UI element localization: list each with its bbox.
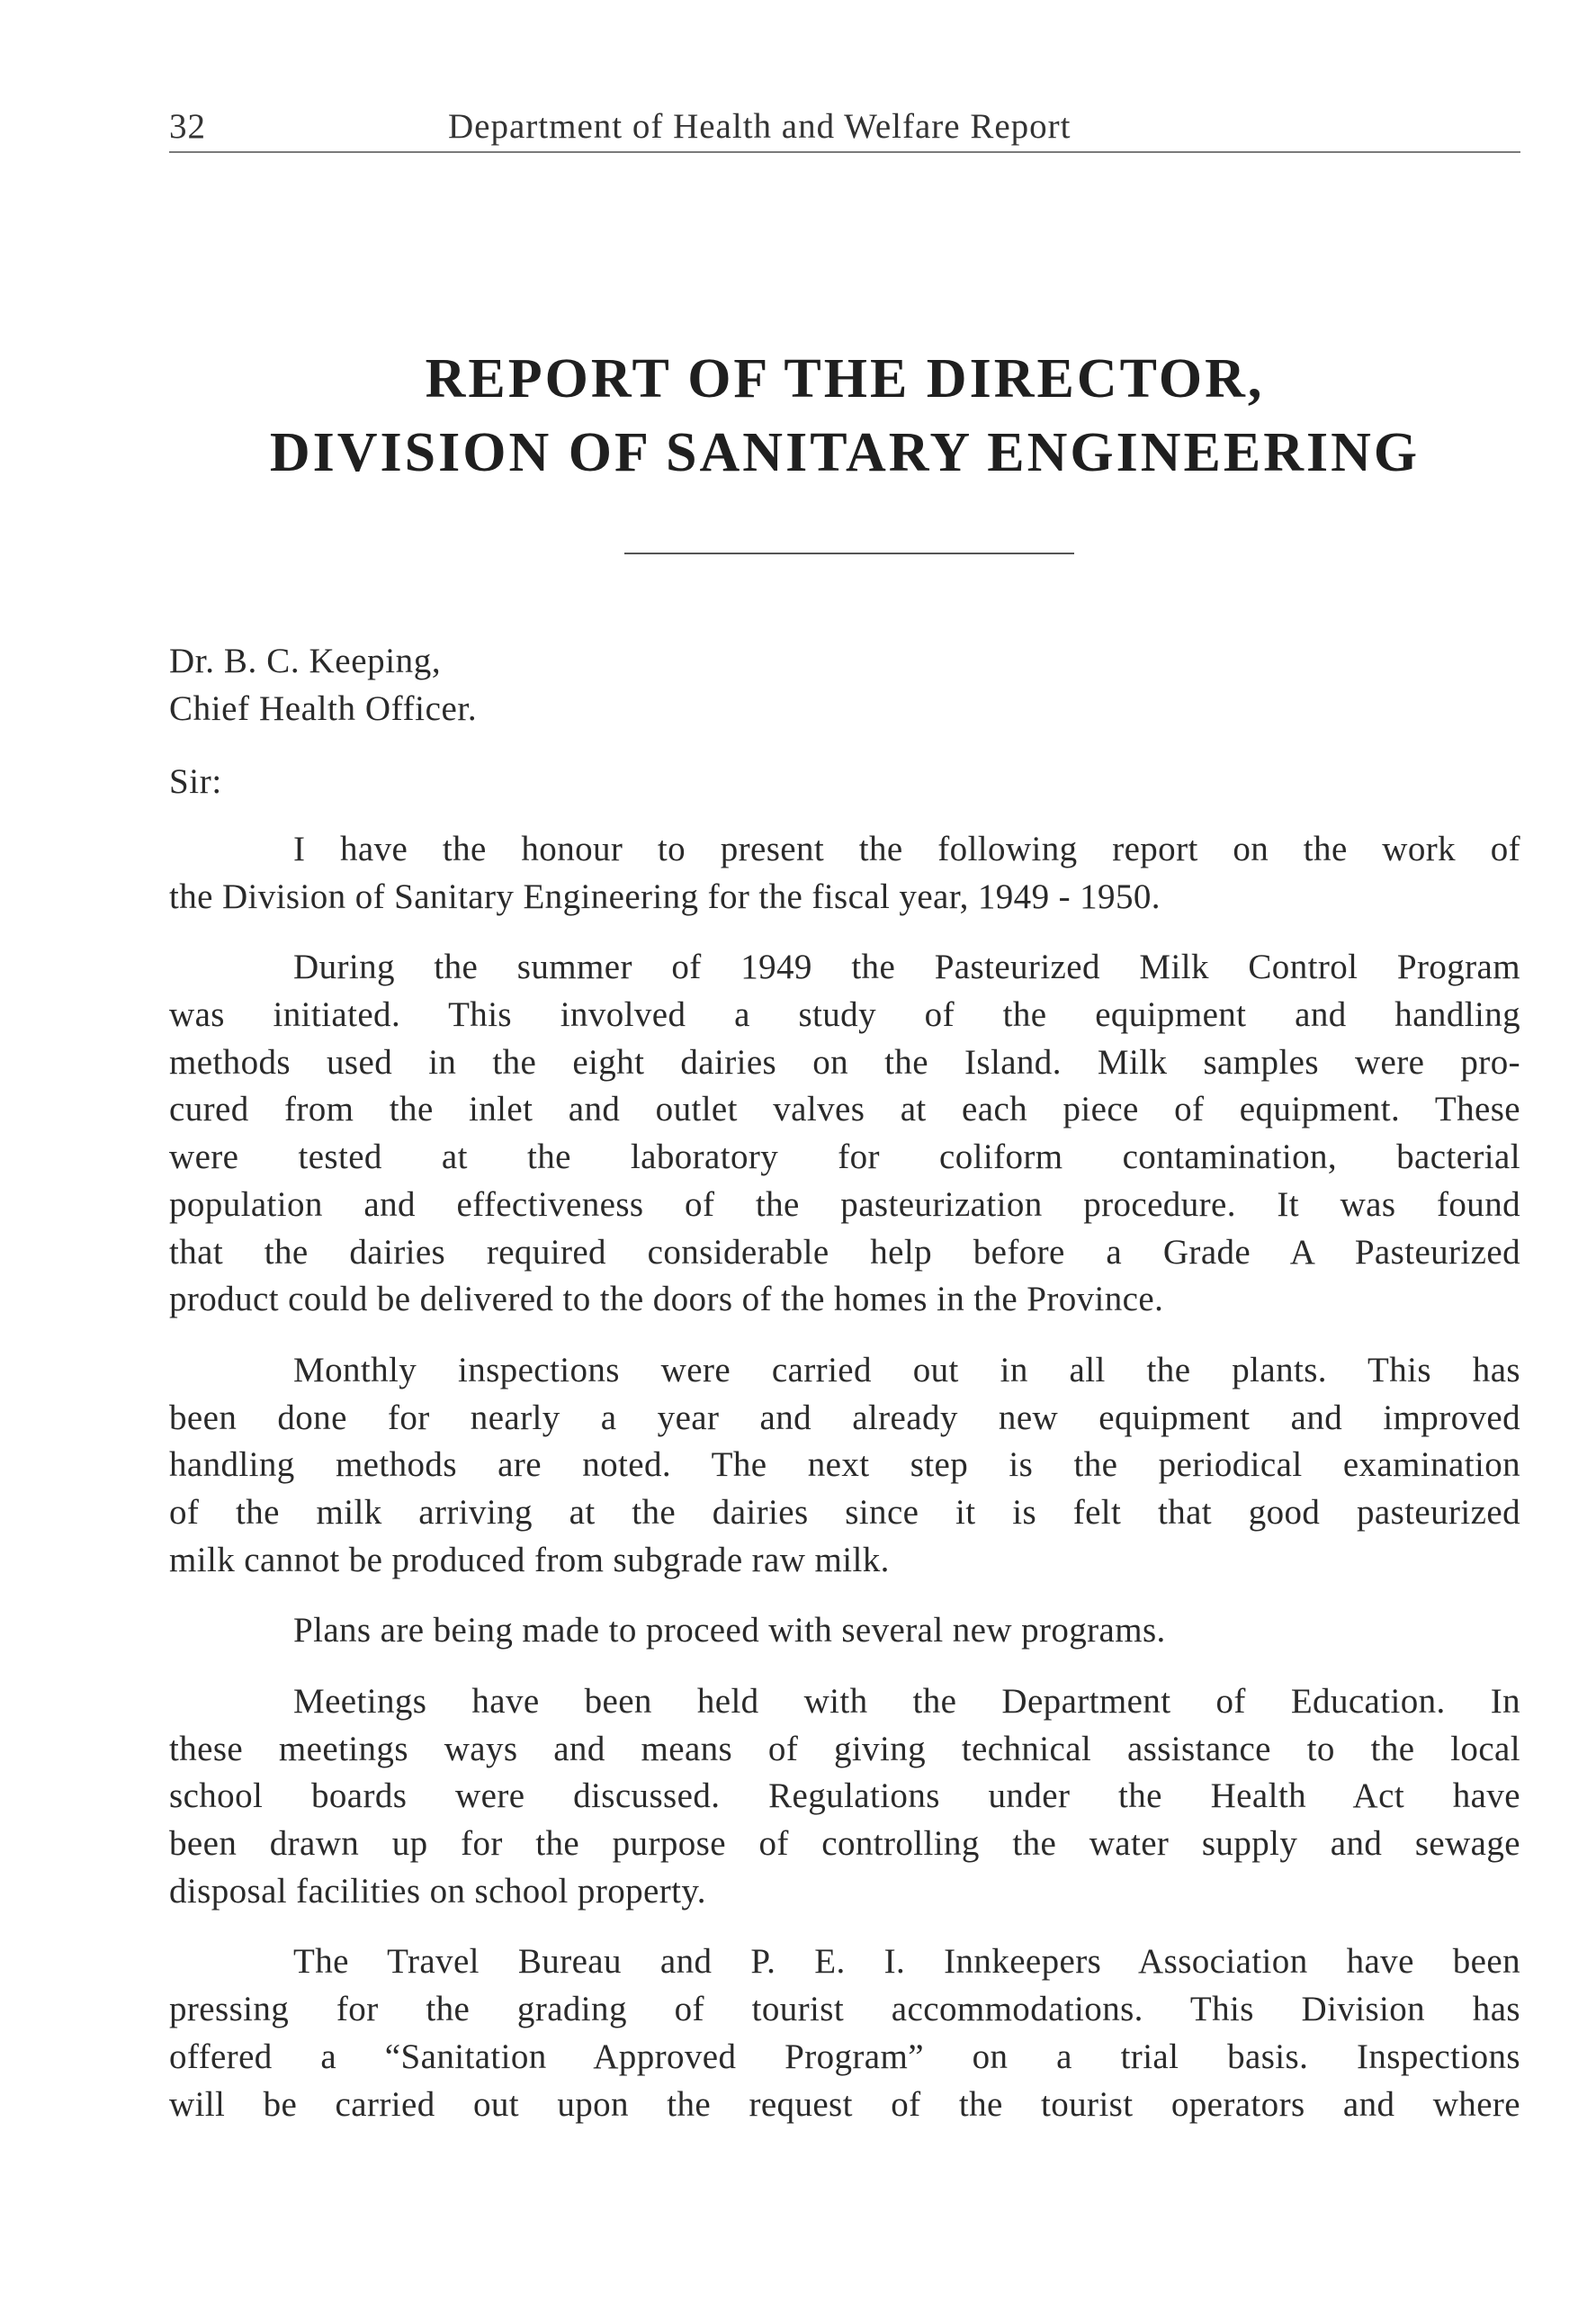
paragraph-line: the Division of Sanitary Engineering for the fiscal year, 1949 - 1950.: [169, 877, 1161, 916]
paragraph-line: Monthly inspections were carried out in all the plants. This has: [293, 1350, 1520, 1389]
report-body: [169, 826, 1520, 2152]
paragraph-line: During the summer of 1949 the Pasteurized Milk Control Program: [293, 948, 1520, 987]
paragraph-line: methods used in the eight dairies on the Island. Milk samples were pro-: [169, 1042, 1520, 1082]
paragraph-line: will be carried out upon the request of the tourist operators and where: [169, 2084, 1520, 2124]
salutation-block: [169, 637, 477, 805]
report-title: [169, 342, 1520, 490]
paragraph: [169, 1607, 1520, 1655]
paragraph-line: that the dairies required considerable help before a Grade A Pasteurized: [169, 1232, 1520, 1272]
paragraph-line: school boards were discussed. Regulations under the Health Act have: [169, 1776, 1520, 1816]
paragraph-line: been drawn up for the purpose of controlling the water supply and sewage: [169, 1824, 1520, 1864]
paragraph-line: population and effectiveness of the pasteurization procedure. It was found: [169, 1184, 1520, 1224]
running-title: Department of Health and Welfare Report: [448, 107, 1071, 146]
paragraph-line: was initiated. This involved a study of the equipment and handling: [169, 995, 1520, 1035]
paragraph: [169, 1938, 1520, 2128]
title-line-2: DIVISION OF SANITARY ENGINEERING: [269, 422, 1421, 483]
paragraph-line: Plans are being made to proceed with several new programs.: [293, 1611, 1166, 1650]
paragraph: [169, 1678, 1520, 1915]
paragraph-line: I have the honour to present the following report on the work of: [293, 830, 1520, 868]
paragraph-line: these meetings ways and means of giving technical assistance to the local: [169, 1729, 1520, 1768]
title-line-1: REPORT OF THE DIRECTOR,: [425, 348, 1265, 409]
title-divider: [624, 553, 1074, 554]
paragraph: [169, 1347, 1520, 1584]
paragraph-line: milk cannot be produced from subgrade raw milk.: [169, 1540, 890, 1579]
paragraph-line: pressing for the grading of tourist accommodations. This Division has: [169, 1990, 1520, 2029]
paragraph-line: been done for nearly a year and already new equipment and improved: [169, 1398, 1520, 1437]
paragraph-line: offered a “Sanitation Approved Program” on a trial basis. Inspections: [169, 2037, 1520, 2076]
paragraph-line: of the milk arriving at the dairies since it is felt that good pasteurized: [169, 1492, 1520, 1532]
paragraph-line: disposal facilities on school property.: [169, 1871, 706, 1911]
addressee-name: Dr. B. C. Keeping,: [169, 642, 442, 680]
addressee-position: Chief Health Officer.: [169, 689, 478, 728]
paragraph: [169, 944, 1520, 1324]
page-number: 32: [169, 107, 206, 146]
paragraph-line: cured from the inlet and outlet valves at each piece of equipment. These: [169, 1090, 1520, 1129]
paragraph-line: were tested at the laboratory for coliform contamination, bacterial: [169, 1138, 1520, 1177]
paragraph: [169, 826, 1520, 921]
paragraph-line: handling methods are noted. The next step is the periodical examination: [169, 1445, 1520, 1485]
running-header: [169, 101, 1520, 153]
greeting: Sir:: [169, 762, 222, 801]
paragraph-line: Meetings have been held with the Department of Education. In: [293, 1682, 1520, 1721]
paragraph-line: product could be delivered to the doors of the homes in the Province.: [169, 1280, 1164, 1319]
paragraph-line: The Travel Bureau and P. E. I. Innkeepers Association have been: [293, 1942, 1520, 1982]
